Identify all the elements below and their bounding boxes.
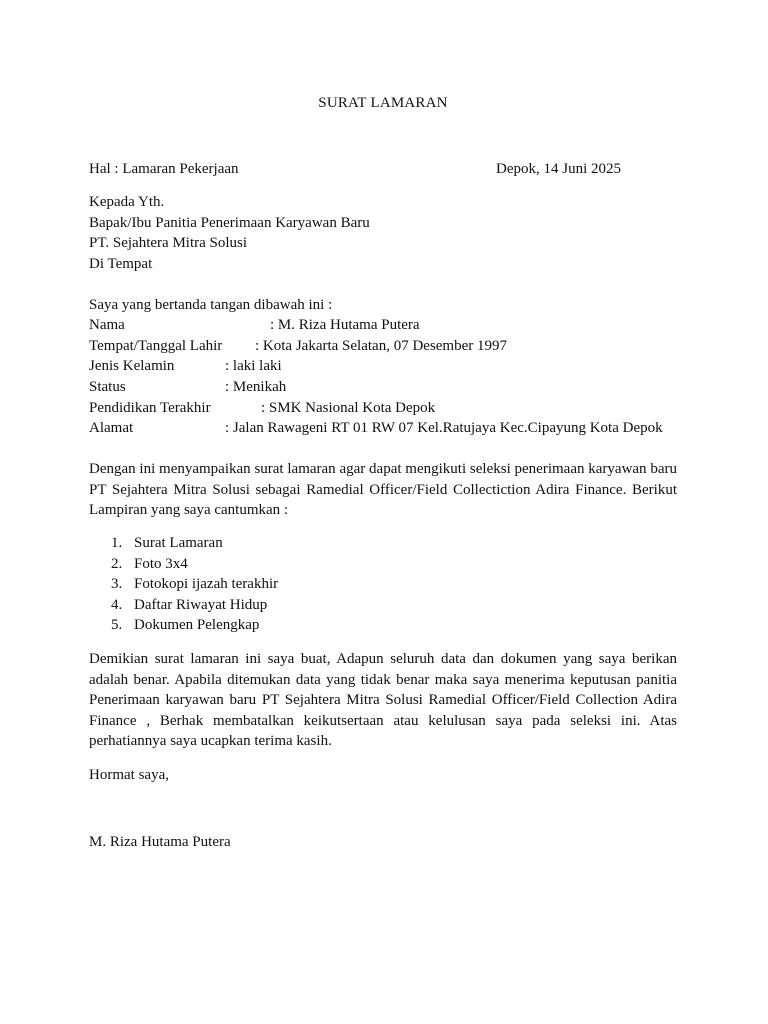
list-number: 5.	[111, 617, 123, 634]
list-number: 2.	[111, 555, 123, 572]
list-text: Fotokopi ijazah terakhir	[134, 576, 279, 593]
identity-label: Pendidikan Terakhir	[89, 400, 211, 416]
intro-line: Saya yang bertanda tangan dibawah ini :	[89, 297, 333, 313]
identity-value: : Jalan Rawageni RT 01 RW 07 Kel.Ratujaya Kec.Cipayung Kota Depok	[225, 420, 663, 436]
list-text: Daftar Riwayat Hidup	[134, 596, 268, 613]
identity-row-address	[89, 418, 663, 438]
identity-row-name	[89, 315, 420, 335]
recipient-block	[89, 192, 370, 275]
identity-value: : SMK Nasional Kota Depok	[261, 400, 436, 416]
recipient-line: Bapak/Ibu Panitia Penerimaan Karyawan Baru	[89, 214, 370, 231]
identity-value: : M. Riza Hutama Putera	[270, 317, 420, 333]
identity-label: Status	[89, 379, 126, 395]
identity-label: Nama	[89, 317, 125, 333]
recipient-line: Kepada Yth.	[89, 194, 165, 210]
identity-row-education	[89, 398, 436, 418]
identity-row-status	[89, 377, 287, 397]
identity-value: : Kota Jakarta Selatan, 07 Desember 1997	[255, 338, 508, 354]
body-paragraph-2: Demikian surat lamaran ini saya buat, Adapun seluruh data dan dokumen yang saya berikan adalah benar. Apabila ditemukan data yang tidak benar maka saya menerima keputusan panitia Penerimaan karyawan baru PT Sejahtera Mitra Solusi Ramedial Officer/Field Collection Adira Finance , Berhak membatalkan keikutsertaan atau kelulusan saya pada seleksi ini. Atas perhatiannya saya ucapkan terima kasih.	[89, 651, 677, 750]
identity-row-gender	[89, 356, 282, 376]
list-number: 3.	[111, 576, 123, 593]
list-text: Foto 3x4	[134, 555, 188, 572]
recipient-line: PT. Sejahtera Mitra Solusi	[89, 235, 248, 252]
list-number: 4.	[111, 596, 123, 613]
list-text: Dokumen Pelengkap	[134, 617, 260, 634]
identity-row-birth	[89, 336, 508, 356]
recipient-line: Di Tempat	[89, 256, 153, 273]
signer-name: M. Riza Hutama Putera	[89, 834, 231, 850]
identity-label: Jenis Kelamin	[89, 358, 175, 374]
place-date: Depok, 14 Juni 2025	[496, 161, 621, 177]
identity-label: Tempat/Tanggal Lahir	[89, 338, 223, 354]
identity-label: Alamat	[89, 420, 134, 436]
list-number: 1.	[111, 535, 123, 551]
subject-line: Hal : Lamaran Pekerjaan	[89, 161, 239, 177]
body-paragraph-1: Dengan ini menyampaikan surat lamaran agar dapat mengikuti seleksi penerimaan karyawan baru PT Sejahtera Mitra Solusi sebagai Ramedial Officer/Field Collectiction Adira Finance. Berikut Lampiran yang saya cantumkan :	[89, 461, 677, 519]
list-text: Surat Lamaran	[134, 535, 223, 551]
letter-title: SURAT LAMARAN	[318, 95, 448, 111]
identity-value: : Menikah	[225, 379, 287, 395]
closing-salutation: Hormat saya,	[89, 767, 169, 783]
identity-value: : laki laki	[225, 358, 282, 374]
